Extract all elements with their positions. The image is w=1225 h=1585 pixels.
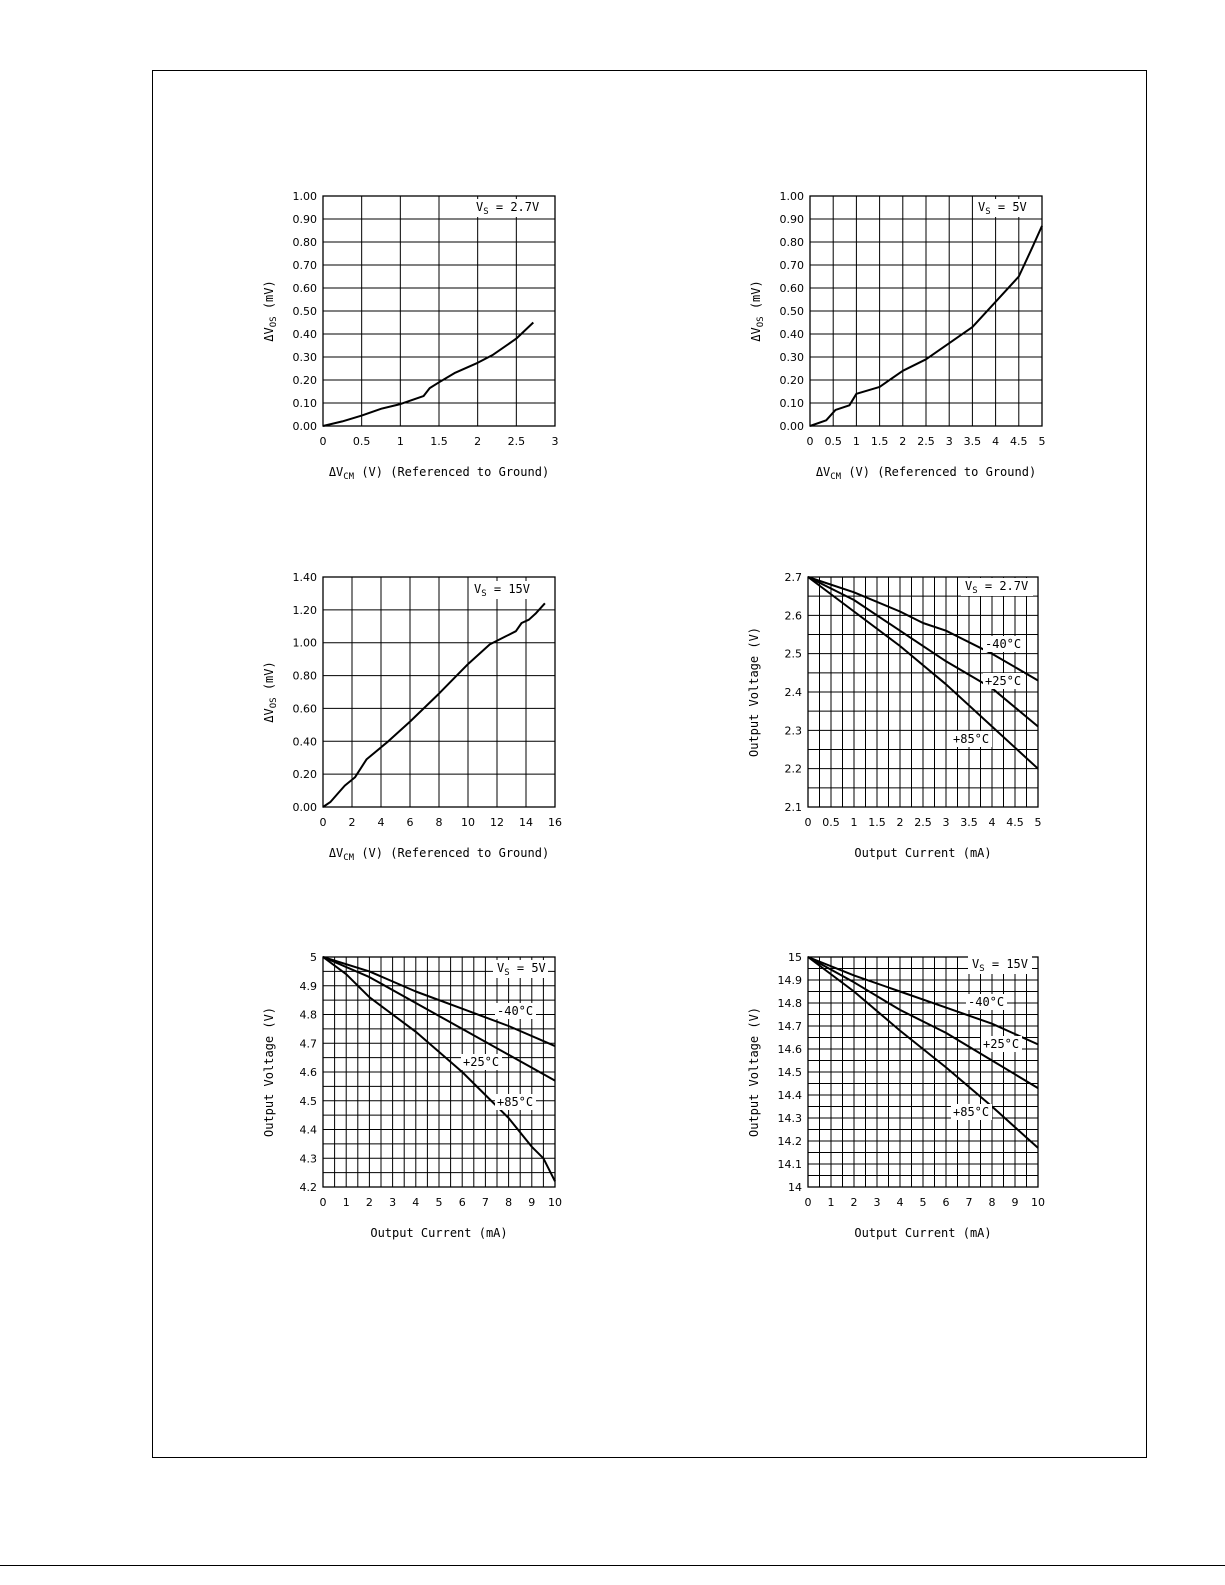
x-tick-label: 8 bbox=[505, 1196, 513, 1209]
y-tick-label: 14.4 bbox=[777, 1089, 802, 1102]
x-tick-label: 0 bbox=[806, 435, 814, 448]
x-tick-label: 3 bbox=[945, 435, 953, 448]
series-label: -40°C bbox=[985, 637, 1022, 651]
y-tick-label: 0.40 bbox=[779, 328, 804, 341]
x-tick-label: 3 bbox=[873, 1196, 881, 1209]
y-tick-label: 0.40 bbox=[292, 328, 317, 341]
series-label: -40°C bbox=[497, 1004, 534, 1018]
x-tick-label: 10 bbox=[1031, 1196, 1045, 1209]
x-tick-label: 4 bbox=[412, 1196, 420, 1209]
series-label: +25°C bbox=[985, 674, 1022, 688]
x-tick-label: 7 bbox=[965, 1196, 973, 1209]
y-tick-label: 0.10 bbox=[779, 397, 804, 410]
y-tick-label: 0.70 bbox=[779, 259, 804, 272]
x-tick-label: 1 bbox=[827, 1196, 835, 1209]
x-tick-label: 0.5 bbox=[352, 435, 371, 448]
y-tick-label: 2.7 bbox=[784, 571, 802, 584]
y-tick-label: 2.4 bbox=[784, 686, 802, 699]
x-tick-label: 5 bbox=[1034, 816, 1042, 829]
x-tick-label: 2 bbox=[899, 435, 907, 448]
y-tick-label: 0.30 bbox=[292, 351, 317, 364]
y-tick-label: 0.60 bbox=[292, 282, 317, 295]
y-tick-label: 14.7 bbox=[777, 1020, 802, 1033]
y-tick-label: 4.9 bbox=[299, 979, 317, 993]
grid bbox=[810, 196, 1042, 426]
x-axis-label: Output Current (mA) bbox=[854, 1226, 992, 1240]
series-label: -40°C bbox=[968, 995, 1005, 1009]
y-tick-label: 1.00 bbox=[779, 190, 804, 203]
supply-annotation: VS = 15V bbox=[972, 957, 1029, 974]
x-tick-label: 4 bbox=[988, 816, 996, 829]
x-tick-label: 0.5 bbox=[822, 816, 840, 829]
series-label: +85°C bbox=[953, 732, 990, 746]
x-tick-label: 0 bbox=[319, 435, 327, 448]
chart-4 bbox=[747, 571, 1042, 860]
x-tick-label: 2 bbox=[896, 816, 904, 829]
x-tick-label: 4.5 bbox=[1010, 435, 1028, 448]
x-tick-label: 4.5 bbox=[1006, 816, 1024, 829]
y-tick-label: 1.00 bbox=[292, 636, 317, 650]
chart-2 bbox=[749, 190, 1046, 482]
x-tick-label: 3.5 bbox=[960, 816, 978, 829]
y-tick-label: 2.6 bbox=[784, 609, 802, 623]
x-tick-label: 2 bbox=[348, 816, 356, 829]
y-tick-label: 0.80 bbox=[779, 236, 804, 249]
x-tick-label: 9 bbox=[1011, 1196, 1019, 1209]
y-tick-label: 1.00 bbox=[292, 190, 317, 203]
y-tick-label: 14.5 bbox=[777, 1066, 802, 1079]
x-tick-label: 5 bbox=[435, 1196, 443, 1209]
y-tick-label: 4.7 bbox=[299, 1037, 317, 1051]
y-axis-label: ΔVOS (mV) bbox=[749, 280, 766, 342]
y-tick-label: 0.30 bbox=[779, 351, 804, 364]
x-tick-label: 1 bbox=[850, 816, 858, 829]
y-tick-label: 4.4 bbox=[299, 1123, 317, 1137]
y-tick-label: 14.8 bbox=[777, 997, 802, 1010]
x-tick-label: 8 bbox=[435, 816, 443, 829]
y-tick-label: 0.50 bbox=[779, 305, 804, 318]
y-axis-label: Output Voltage (V) bbox=[747, 626, 761, 758]
x-tick-label: 3 bbox=[551, 435, 559, 448]
y-tick-label: 2.3 bbox=[784, 724, 802, 738]
y-tick-label: 2.5 bbox=[784, 647, 802, 661]
grid bbox=[808, 957, 1038, 1187]
supply-annotation: VS = 2.7V bbox=[965, 579, 1029, 596]
y-tick-label: 1.40 bbox=[292, 571, 317, 584]
y-axis-label: Output Voltage (V) bbox=[747, 1006, 761, 1138]
x-tick-label: 12 bbox=[490, 816, 504, 829]
y-tick-label: 0.60 bbox=[779, 282, 804, 295]
y-tick-label: 0.50 bbox=[292, 305, 317, 318]
x-tick-label: 2 bbox=[850, 1196, 858, 1209]
y-tick-label: 0.00 bbox=[292, 420, 317, 433]
y-tick-label: 0.60 bbox=[292, 702, 317, 716]
y-tick-label: 1.20 bbox=[292, 603, 317, 617]
supply-annotation: VS = 5V bbox=[497, 961, 546, 978]
y-tick-label: 4.2 bbox=[299, 1181, 317, 1194]
x-tick-label: 3.5 bbox=[963, 435, 982, 448]
series-line bbox=[323, 323, 533, 427]
y-axis-label: ΔVOS (mV) bbox=[262, 280, 279, 342]
y-tick-label: 0.90 bbox=[779, 213, 804, 226]
x-tick-label: 2.5 bbox=[917, 435, 935, 448]
x-tick-label: 0 bbox=[804, 816, 812, 829]
x-tick-label: 1.5 bbox=[870, 435, 889, 448]
x-tick-label: 5 bbox=[919, 1196, 927, 1209]
x-tick-label: 3 bbox=[389, 1196, 397, 1209]
x-tick-label: 9 bbox=[528, 1196, 536, 1209]
x-tick-label: 7 bbox=[481, 1196, 489, 1209]
y-tick-label: 0.00 bbox=[779, 420, 804, 433]
x-tick-label: 1.5 bbox=[868, 816, 886, 829]
y-tick-label: 0.20 bbox=[779, 374, 804, 387]
x-tick-label: 1 bbox=[396, 435, 404, 448]
y-tick-label: 14.6 bbox=[777, 1043, 802, 1056]
y-tick-label: 5 bbox=[310, 951, 317, 964]
x-tick-label: 2 bbox=[474, 435, 482, 448]
y-tick-label: 14 bbox=[788, 1181, 802, 1194]
x-tick-label: 6 bbox=[942, 1196, 950, 1209]
x-tick-label: 16 bbox=[548, 816, 562, 829]
supply-annotation: VS = 5V bbox=[978, 200, 1027, 217]
x-axis-label: Output Current (mA) bbox=[854, 846, 992, 860]
y-tick-label: 0.70 bbox=[292, 259, 317, 272]
chart-5 bbox=[262, 951, 562, 1240]
chart-3 bbox=[262, 571, 562, 863]
x-axis-label: ΔVCM (V) (Referenced to Ground) bbox=[815, 465, 1037, 482]
x-tick-label: 14 bbox=[519, 816, 533, 829]
y-tick-label: 4.8 bbox=[299, 1008, 317, 1022]
y-tick-label: 14.3 bbox=[777, 1112, 802, 1125]
x-tick-label: 10 bbox=[548, 1196, 562, 1209]
x-tick-label: 4 bbox=[377, 816, 385, 829]
x-tick-label: 2 bbox=[365, 1196, 373, 1209]
series-label: +85°C bbox=[953, 1105, 990, 1119]
y-axis-label: Output Voltage (V) bbox=[262, 1006, 276, 1138]
y-axis-label: ΔVOS (mV) bbox=[262, 661, 279, 723]
x-tick-label: 1 bbox=[852, 435, 860, 448]
supply-annotation: VS = 15V bbox=[474, 582, 531, 599]
y-tick-label: 4.6 bbox=[299, 1066, 317, 1079]
x-tick-label: 0.5 bbox=[824, 435, 842, 448]
x-tick-label: 5 bbox=[1038, 435, 1046, 448]
y-tick-label: 0.20 bbox=[292, 768, 317, 782]
y-tick-label: 0.80 bbox=[292, 236, 317, 249]
y-tick-label: 14.9 bbox=[777, 974, 802, 987]
x-tick-label: 8 bbox=[988, 1196, 996, 1209]
series-label: +25°C bbox=[983, 1037, 1020, 1051]
y-tick-label: 0.00 bbox=[292, 801, 317, 814]
y-tick-label: 0.40 bbox=[292, 735, 317, 749]
y-tick-label: 2.2 bbox=[784, 762, 802, 776]
x-axis-label: Output Current (mA) bbox=[370, 1226, 508, 1240]
y-tick-label: 4.5 bbox=[299, 1094, 317, 1108]
series-label: +25°C bbox=[463, 1055, 500, 1069]
x-axis-label: ΔVCM (V) (Referenced to Ground) bbox=[328, 846, 550, 863]
x-tick-label: 1.5 bbox=[430, 435, 448, 448]
y-tick-label: 0.20 bbox=[292, 374, 317, 387]
x-tick-label: 0 bbox=[319, 816, 327, 829]
y-tick-label: 15 bbox=[788, 951, 802, 964]
y-tick-label: 14.2 bbox=[777, 1135, 802, 1148]
chart-1 bbox=[262, 190, 559, 482]
x-tick-label: 10 bbox=[461, 816, 475, 829]
grid bbox=[323, 196, 555, 426]
x-axis-label: ΔVCM (V) (Referenced to Ground) bbox=[328, 465, 550, 482]
x-tick-label: 0 bbox=[804, 1196, 812, 1209]
grid bbox=[808, 577, 1038, 807]
series-line bbox=[323, 603, 545, 807]
y-tick-label: 2.1 bbox=[784, 801, 802, 814]
x-tick-label: 4 bbox=[992, 435, 1000, 448]
x-tick-label: 2.5 bbox=[507, 435, 526, 448]
chart-6 bbox=[747, 951, 1045, 1240]
x-tick-label: 6 bbox=[458, 1196, 466, 1209]
x-tick-label: 6 bbox=[406, 816, 414, 829]
supply-annotation: VS = 2.7V bbox=[476, 200, 540, 217]
x-tick-label: 1 bbox=[342, 1196, 350, 1209]
grid bbox=[323, 957, 555, 1187]
x-tick-label: 4 bbox=[896, 1196, 904, 1209]
y-tick-label: 0.10 bbox=[292, 397, 317, 410]
x-tick-label: 3 bbox=[942, 816, 950, 829]
y-tick-label: 0.80 bbox=[292, 669, 317, 683]
x-tick-label: 0 bbox=[319, 1196, 327, 1209]
y-tick-label: 0.90 bbox=[292, 213, 317, 226]
series-label: +85°C bbox=[497, 1095, 534, 1109]
y-tick-label: 4.3 bbox=[299, 1152, 317, 1166]
x-tick-label: 2.5 bbox=[914, 816, 932, 829]
y-tick-label: 14.1 bbox=[777, 1158, 802, 1171]
